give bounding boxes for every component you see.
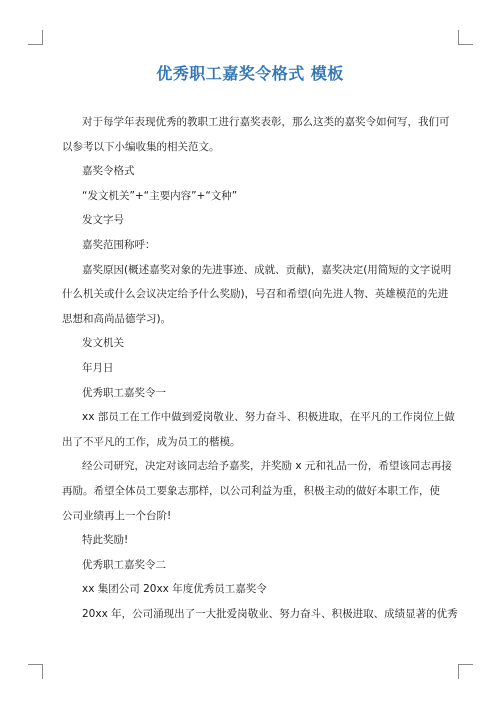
paragraph-line: 20xx 年，公司涌现出了一大批爱岗敬业、努力奋斗、积极进取、成绩显著的优秀 [82, 607, 458, 620]
paragraph [62, 258, 452, 332]
document-body [62, 110, 458, 626]
paragraph-line: 什么机关或什么会议决定给予什么奖励)，号召和希望(向先进人物、英雄模范的先进 [62, 288, 449, 301]
paragraph-line: 以参考以下小编收集的相关范文。 [62, 140, 220, 153]
paragraph-line: 嘉奖令格式 [82, 165, 135, 178]
paragraph-line: xx 集团公司 20xx 年度优秀员工嘉奖令 [82, 583, 267, 596]
paragraph [62, 331, 442, 356]
paragraph-line: 出了不平凡的工作，成为员工的楷模。 [62, 435, 241, 448]
paragraph-line: xx 部员工在工作中做到爱岗敬业、努力奋斗、积极进取，在平凡的工作岗位上做 [82, 411, 455, 424]
crop-mark-bottom-left [28, 664, 43, 679]
crop-mark-bottom-right [458, 664, 473, 679]
paragraph-line: 嘉奖范围称呼： [82, 238, 156, 251]
paragraph [62, 577, 442, 602]
paragraph-line: 特此奖励! [82, 534, 129, 547]
paragraph [62, 233, 442, 258]
paragraph-line: 优秀职工嘉奖令一 [82, 386, 166, 399]
document-title: 优秀职工嘉奖令格式 模板 [156, 64, 344, 83]
paragraph-line: 嘉奖原因(概述嘉奖对象的先进事迹、成就、贡献)，嘉奖决定(用简短的文字说明 [82, 263, 452, 276]
paragraph-line: “发文机关”+“主要内容”+“文种” [82, 189, 238, 202]
paragraph [62, 356, 442, 381]
paragraph [62, 184, 442, 209]
paragraph-line: 思想和高尚品德学习)。 [62, 312, 172, 325]
paragraph [62, 381, 442, 406]
paragraph [62, 110, 450, 159]
paragraph-line: 再励。希望全体员工要象志那样，以公司利益为重，积极主动的做好本职工作，使 [62, 484, 440, 497]
crop-mark-top-right [458, 30, 473, 45]
paragraph-line: 年月日 [82, 361, 114, 374]
paragraph-line: 经公司研究，决定对该同志给予嘉奖，并奖励 x 元和礼品一份，希望该同志再接 [82, 460, 452, 473]
paragraph [62, 528, 442, 553]
crop-mark-top-left [28, 30, 43, 45]
paragraph [62, 602, 458, 627]
paragraph [62, 405, 455, 454]
paragraph [62, 553, 442, 578]
paragraph [62, 454, 452, 528]
paragraph-line: 发文机关 [82, 337, 124, 350]
paragraph-line: 公司业绩再上一个台阶! [62, 509, 172, 522]
paragraph [62, 208, 442, 233]
paragraph-line: 发文字号 [82, 214, 124, 227]
paragraph-line: 对于每学年表现优秀的教职工进行嘉奖表彰，那么这类的嘉奖令如何写，我们可 [82, 116, 450, 128]
paragraph [62, 159, 442, 184]
paragraph-line: 优秀职工嘉奖令二 [82, 558, 166, 571]
